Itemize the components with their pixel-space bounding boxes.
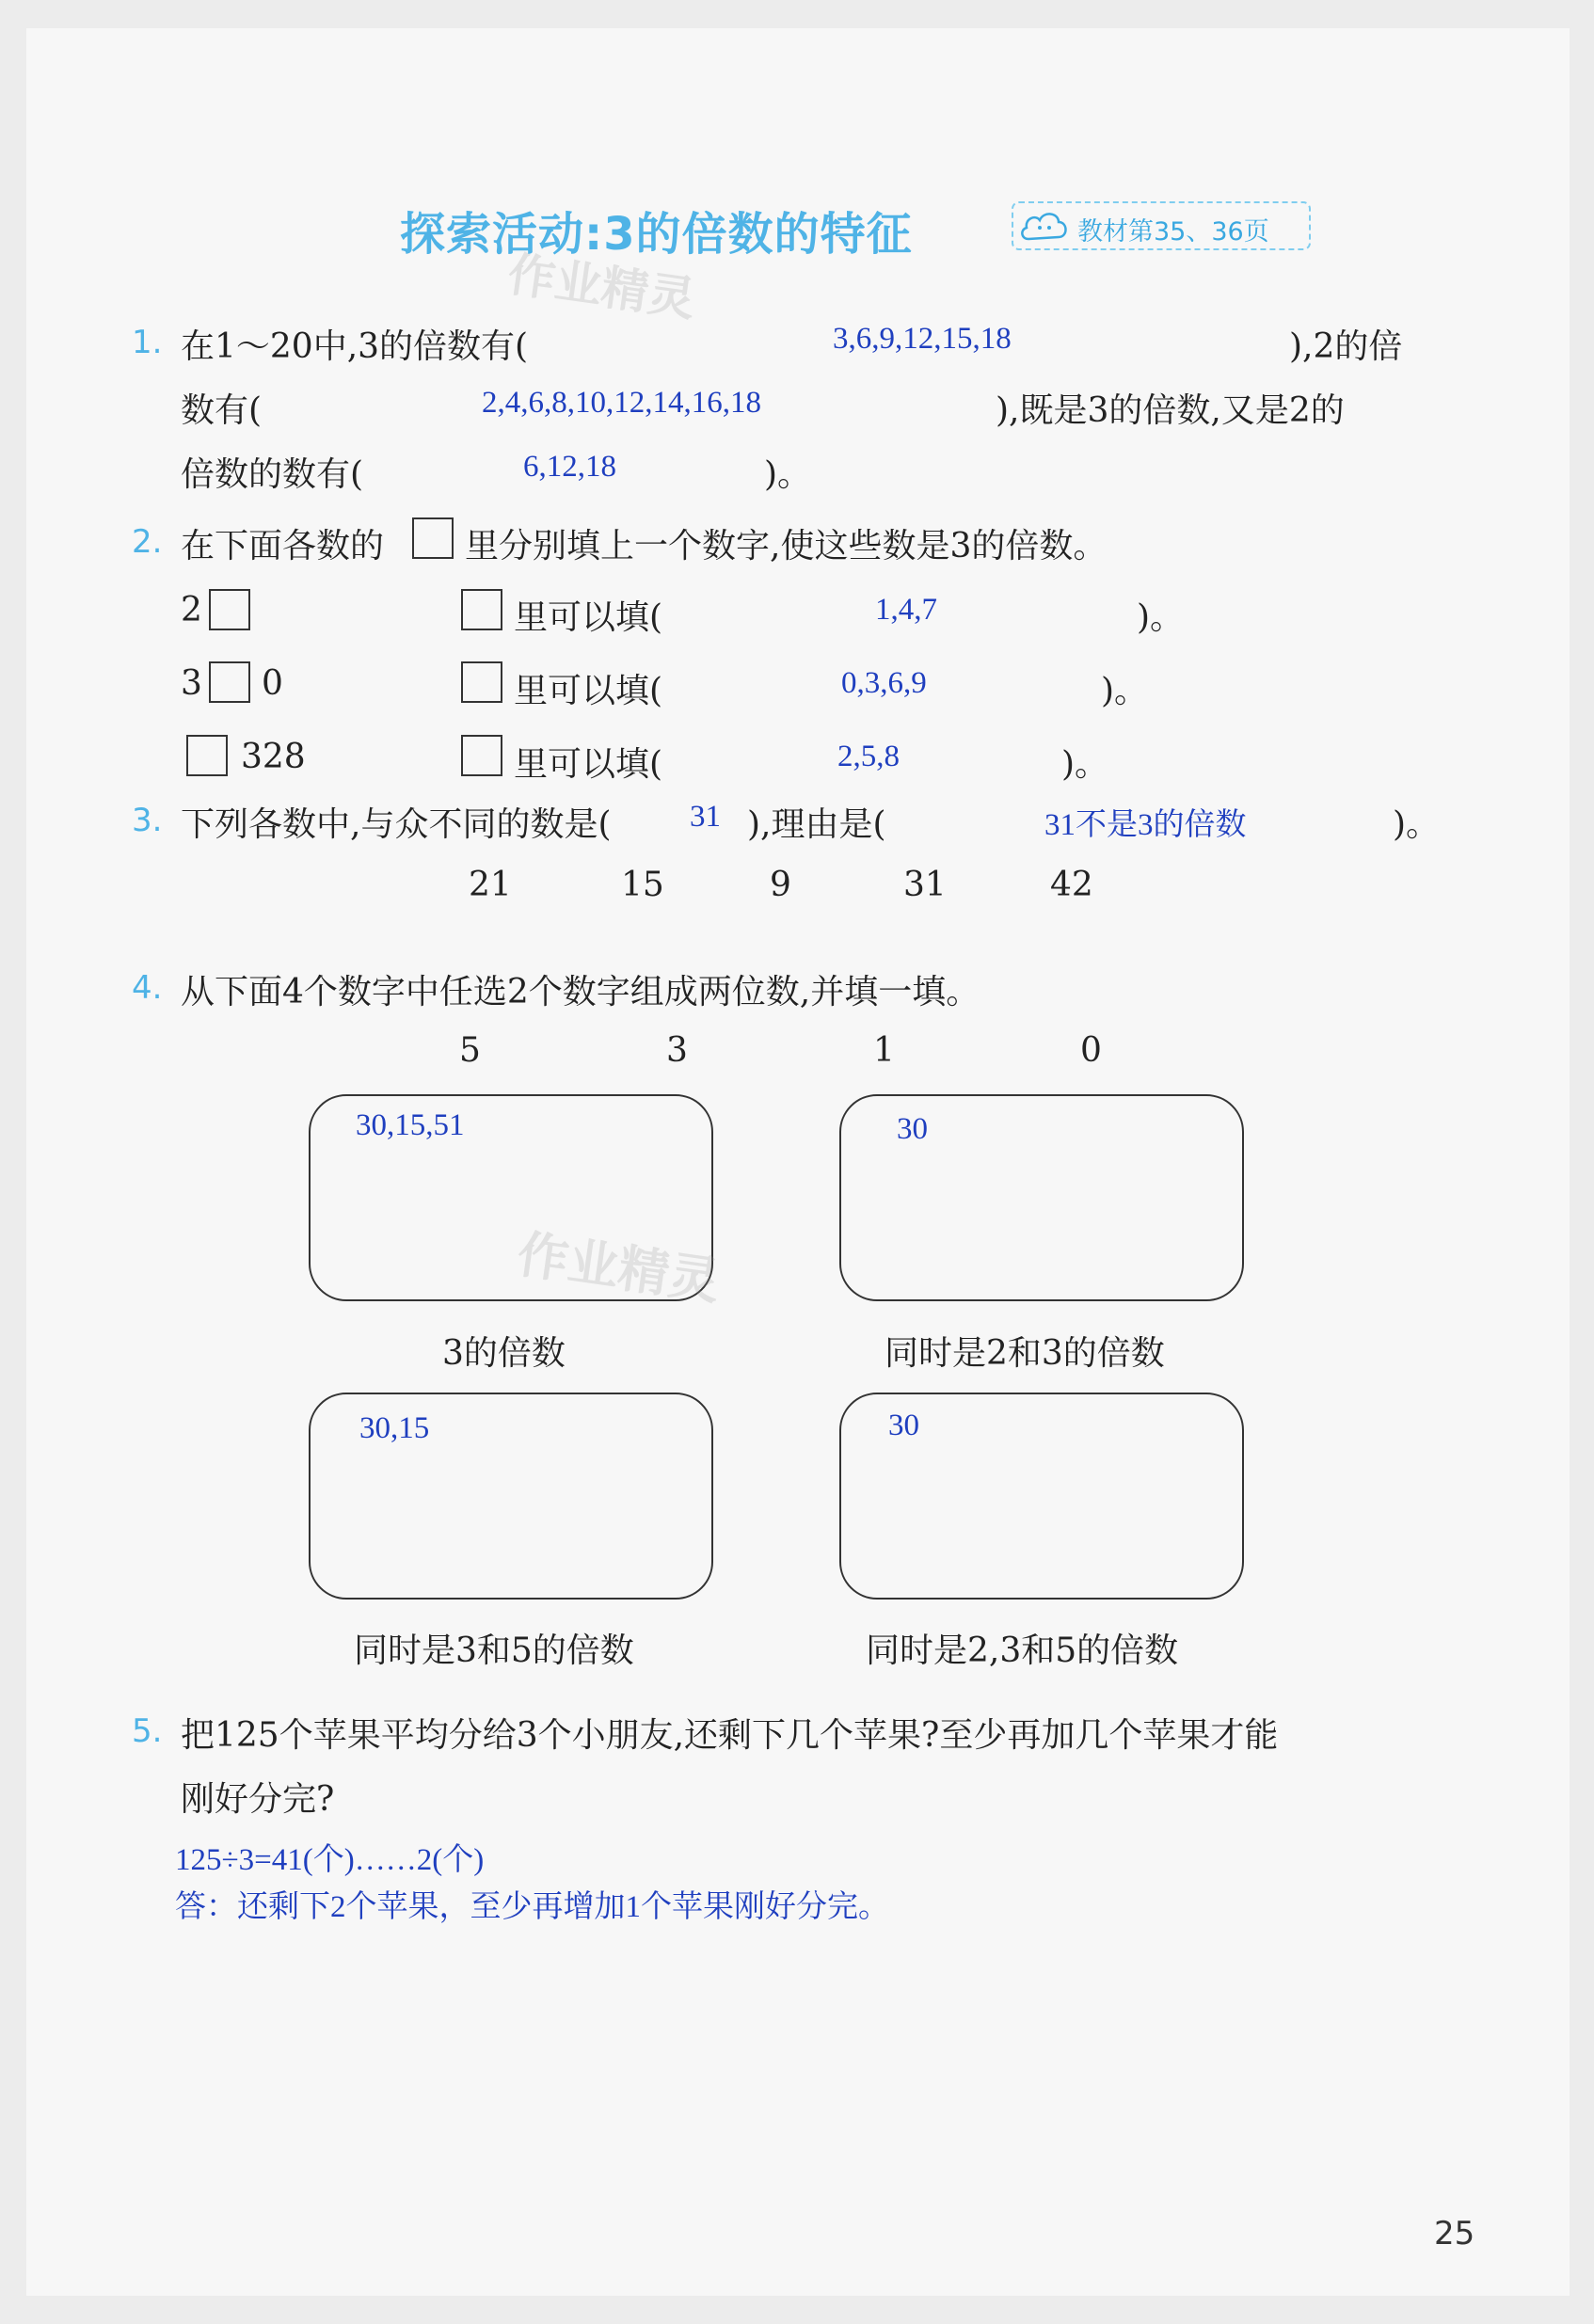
q2-row3-label: 里可以填( <box>514 745 663 784</box>
q1-line1-tail: ),2的倍 <box>1289 327 1403 366</box>
worksheet-page <box>26 28 1570 2296</box>
q3-number-1: 21 <box>469 866 512 904</box>
q4-digit-2: 3 <box>666 1031 688 1070</box>
q2-row1-prefix: 2 <box>181 591 202 629</box>
q3-number-2: 15 <box>621 866 664 904</box>
q4-box2-caption: 同时是2和3的倍数 <box>885 1334 1165 1373</box>
q5-answer-sentence: 答：还剩下2个苹果，至少再增加1个苹果刚好分完。 <box>175 1890 889 1924</box>
watermark: 作业精灵 <box>514 1224 724 1312</box>
q1-answer-multiples-of-2: 2,4,6,8,10,12,14,16,18 <box>482 386 761 420</box>
q4-digit-4: 0 <box>1080 1031 1102 1070</box>
q2-row3-digit-box[interactable] <box>186 735 228 776</box>
q5-line1: 把125个苹果平均分给3个小朋友,还剩下几个苹果?至少再加几个苹果才能 <box>181 1716 1279 1755</box>
q3-number-5: 42 <box>1050 866 1093 904</box>
q2-text-b: 里分别填上一个数字,使这些数是3的倍数。 <box>465 527 1108 565</box>
q4-box2-answer: 30 <box>897 1112 928 1146</box>
q4-box1-caption: 3的倍数 <box>442 1334 566 1373</box>
q2-row2-prefix: 3 <box>181 664 202 703</box>
q4-digit-1: 5 <box>459 1031 481 1070</box>
textbook-reference <box>1012 201 1311 250</box>
q4-box4-answer: 30 <box>888 1409 919 1442</box>
watermark: 作业精灵 <box>504 247 699 327</box>
q1-line3-text: 倍数的数有( <box>181 455 364 494</box>
page-number: 25 <box>1434 2215 1475 2252</box>
q3-number: 3. <box>132 802 163 839</box>
q3-answer-number: 31 <box>690 800 721 834</box>
q5-line2: 刚好分完? <box>181 1780 335 1819</box>
q3-text-b: ),理由是( <box>747 805 886 844</box>
q1-line3-tail: )。 <box>764 455 812 494</box>
q2-row3-label-box <box>461 735 502 776</box>
q4-box4-caption: 同时是2,3和5的倍数 <box>866 1632 1179 1670</box>
cloud-icon <box>1017 207 1070 253</box>
q2-row2-answer: 0,3,6,9 <box>841 666 927 700</box>
q2-row1-label-box <box>461 589 502 630</box>
q2-number: 2. <box>132 523 163 561</box>
q5-answer-calculation: 125÷3=41(个)……2(个) <box>175 1843 485 1877</box>
q2-row2-label: 里可以填( <box>514 672 663 710</box>
q3-number-3: 9 <box>770 866 791 904</box>
q2-row3-close: )。 <box>1061 745 1109 784</box>
q2-row3-suffix: 328 <box>241 738 306 776</box>
q3-number-4: 31 <box>903 866 947 904</box>
textbook-reference-text: 教材第35、36页 <box>1077 217 1269 247</box>
q3-text-c: )。 <box>1393 805 1441 844</box>
q1-answer-common: 6,12,18 <box>523 450 616 484</box>
q2-row1-close: )。 <box>1137 598 1185 637</box>
q2-row2-close: )。 <box>1101 672 1149 710</box>
q2-row1-answer: 1,4,7 <box>875 593 937 627</box>
q4-digit-3: 1 <box>873 1031 895 1070</box>
q1-number: 1. <box>132 324 163 361</box>
q2-row1-label: 里可以填( <box>514 598 663 637</box>
q1-answer-multiples-of-3: 3,6,9,12,15,18 <box>833 322 1012 356</box>
q3-answer-reason: 31不是3的倍数 <box>1044 808 1247 842</box>
q2-row1-digit-box[interactable] <box>209 589 250 630</box>
q4-text: 从下面4个数字中任选2个数字组成两位数,并填一填。 <box>181 973 980 1011</box>
q1-line1-text: 在1～20中,3的倍数有( <box>181 327 529 366</box>
q1-line2-text: 数有( <box>181 391 263 430</box>
q4-number: 4. <box>132 969 163 1007</box>
q4-box1-answer: 30,15,51 <box>356 1108 465 1142</box>
q2-row3-answer: 2,5,8 <box>837 740 900 773</box>
q2-row2-label-box <box>461 661 502 703</box>
page-title: 探索活动:3的倍数的特征 <box>400 208 913 261</box>
q4-box3-caption: 同时是3和5的倍数 <box>354 1632 634 1670</box>
q2-row2-digit-box[interactable] <box>209 661 250 703</box>
q2-inline-box <box>412 517 454 559</box>
q4-box3-answer: 30,15 <box>359 1411 430 1445</box>
q5-number: 5. <box>132 1712 163 1750</box>
q1-line2-tail: ),既是3的倍数,又是2的 <box>996 391 1345 430</box>
q3-text-a: 下列各数中,与众不同的数是( <box>181 805 612 844</box>
q2-text-a: 在下面各数的 <box>181 527 385 565</box>
q2-row2-suffix: 0 <box>262 664 283 703</box>
